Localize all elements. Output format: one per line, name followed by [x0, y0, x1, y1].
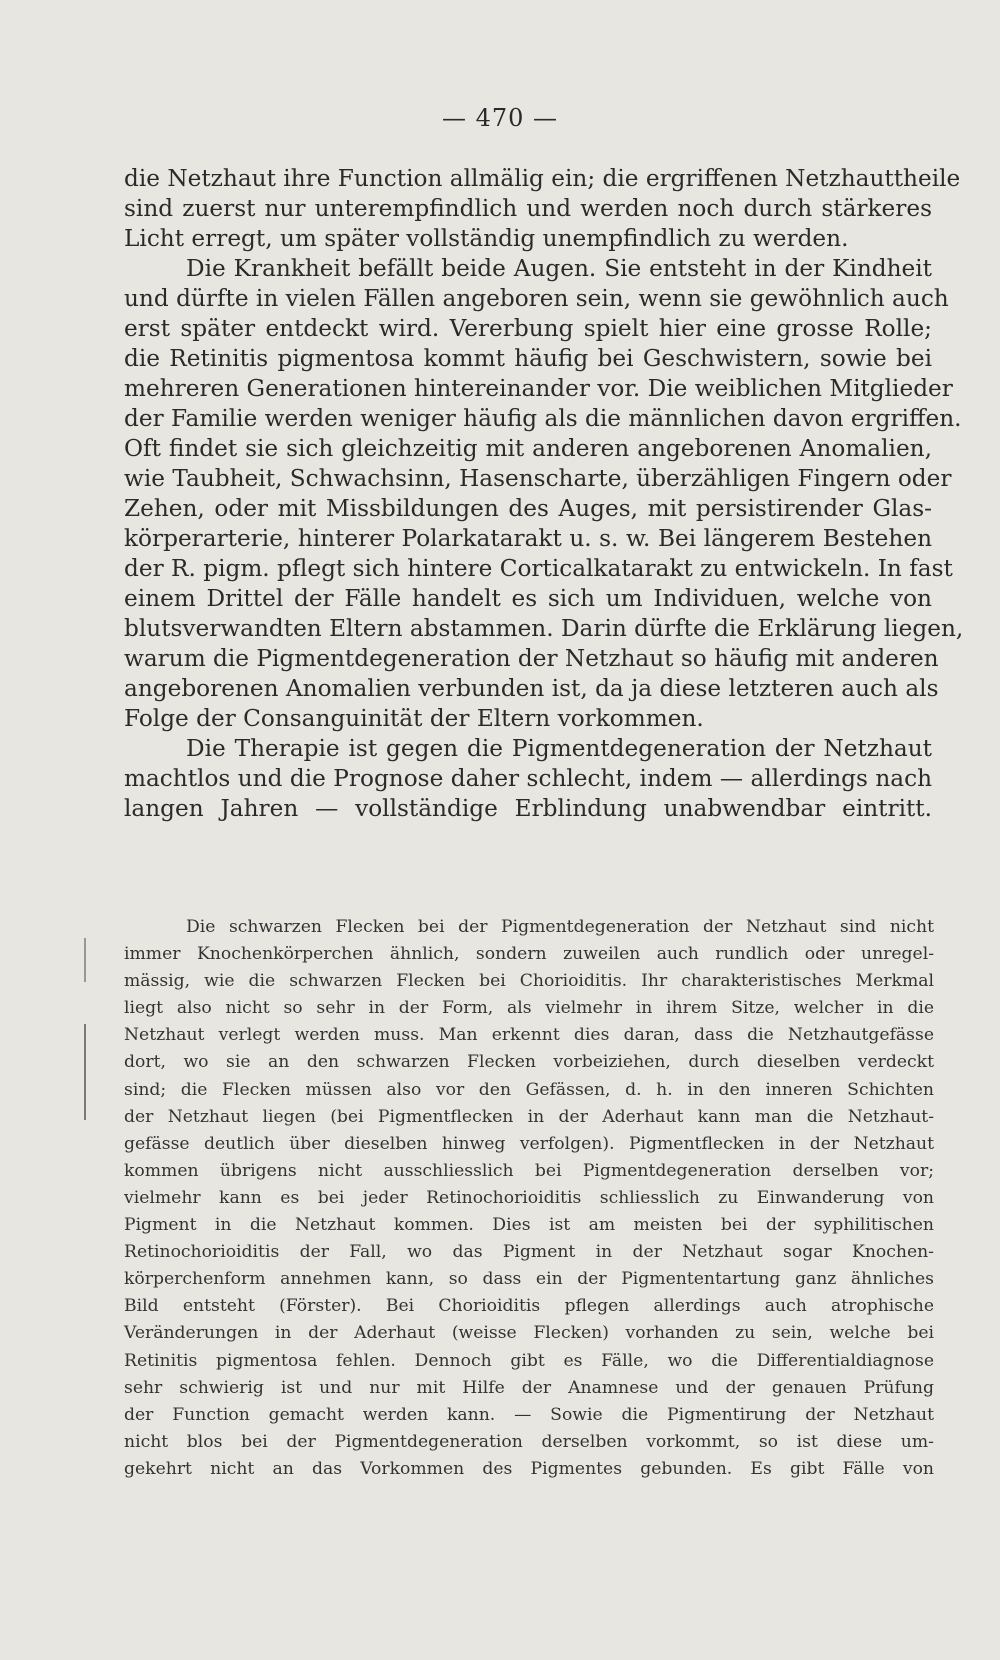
page-number: — 470 —	[441, 104, 559, 132]
note-line: Die schwarzen Flecken bei der Pigmentdegeneration der Netzhaut sind nicht	[186, 917, 934, 937]
text-line: die Netzhaut ihre Function allmälig ein; die ergriffenen Netzhauttheile	[124, 165, 961, 192]
text-line: erst später entdeckt wird. Vererbung spielt hier eine grosse Rolle;	[124, 315, 932, 342]
note-line: der Netzhaut liegen (bei Pigmentflecken in der Aderhaut kann man die Netzhaut-	[124, 1106, 934, 1127]
note-line: Netzhaut verlegt werden muss. Man erkennt dies daran, dass die Netzhautgefässe	[124, 1025, 934, 1046]
text-line: einem Drittel der Fälle handelt es sich um Individuen, welche von	[124, 585, 932, 612]
note-line: Retinitis pigmentosa fehlen. Dennoch gibt es Fälle, wo die Differentialdiagnose	[124, 1350, 934, 1371]
text-line: der R. pigm. pflegt sich hintere Corticalkatarakt zu entwickeln. In fast	[124, 555, 953, 582]
text-line: machtlos und die Prognose daher schlecht, indem — allerdings nach	[124, 765, 932, 792]
text-line: mehreren Generationen hintereinander vor. Die weiblichen Mitglieder	[124, 375, 953, 402]
text-line: Folge der Consanguinität der Eltern vorkommen.	[124, 705, 704, 732]
note-line: sind; die Flecken müssen also vor den Gefässen, d. h. in den inneren Schichten	[124, 1079, 934, 1100]
note-text-block	[124, 914, 934, 1483]
text-line: Oft findet sie sich gleichzeitig mit anderen angeborenen Anomalien,	[124, 435, 932, 462]
text-line: körperarterie, hinterer Polarkatarakt u. s. w. Bei längerem Bestehen	[124, 525, 932, 552]
note-line: sehr schwierig ist und nur mit Hilfe der Anamnese und der genauen Prüfung	[124, 1377, 934, 1398]
note-line: Retinochorioiditis der Fall, wo das Pigment in der Netzhaut sogar Knochen-	[124, 1242, 934, 1263]
text-line: Zehen, oder mit Missbildungen des Auges, mit persistirender Glas-	[124, 495, 932, 522]
note-line: Bild entsteht (Förster). Bei Chorioiditis pflegen allerdings auch atrophische	[124, 1296, 934, 1317]
margin-mark	[84, 938, 86, 982]
note-line: gekehrt nicht an das Vorkommen des Pigmentes gebunden. Es gibt Fälle von	[124, 1458, 934, 1479]
text-line: sind zuerst nur unterempfindlich und werden noch durch stärkeres	[124, 195, 932, 222]
text-line: warum die Pigmentdegeneration der Netzhaut so häufig mit anderen	[124, 645, 939, 672]
text-line: wie Taubheit, Schwachsinn, Hasenscharte, überzähligen Fingern oder	[124, 465, 952, 492]
note-line: gefässe deutlich über dieselben hinweg verfolgen). Pigmentflecken in der Netzhaut	[124, 1133, 934, 1154]
note-line: der Function gemacht werden kann. — Sowie die Pigmentirung der Netzhaut	[124, 1404, 934, 1425]
note-line: vielmehr kann es bei jeder Retinochorioiditis schliesslich zu Einwanderung von	[124, 1187, 934, 1208]
note-line: körperchenform annehmen kann, so dass ein der Pigmententartung ganz ähnliches	[124, 1269, 934, 1290]
text-line: und dürfte in vielen Fällen angeboren sein, wenn sie gewöhnlich auch	[124, 285, 949, 312]
text-line: langen Jahren — vollständige Erblindung unabwendbar eintritt.	[124, 795, 932, 822]
margin-mark	[84, 1024, 86, 1120]
note-line: kommen übrigens nicht ausschliesslich bei Pigmentdegeneration derselben vor;	[124, 1160, 934, 1181]
note-line: immer Knochenkörperchen ähnlich, sondern zuweilen auch rundlich oder unregel-	[124, 944, 934, 965]
note-line: Pigment in die Netzhaut kommen. Dies ist am meisten bei der syphilitischen	[124, 1215, 934, 1236]
text-line: der Familie werden weniger häufig als die männlichen davon ergriffen.	[124, 405, 962, 432]
note-line: nicht blos bei der Pigmentdegeneration derselben vorkommt, so ist diese um-	[124, 1431, 934, 1452]
text-line: Licht erregt, um später vollständig unempfindlich zu werden.	[124, 225, 849, 252]
text-line: blutsverwandten Eltern abstammen. Darin dürfte die Erklärung liegen,	[124, 615, 964, 642]
note-line: mässig, wie die schwarzen Flecken bei Chorioiditis. Ihr charakteristisches Merkmal	[124, 971, 934, 992]
text-line: angeborenen Anomalien verbunden ist, da ja diese letzteren auch als	[124, 675, 939, 702]
note-line: Veränderungen in der Aderhaut (weisse Flecken) vorhanden zu sein, welche bei	[124, 1323, 934, 1344]
text-line: Die Therapie ist gegen die Pigmentdegeneration der Netzhaut	[186, 735, 932, 762]
text-line: Die Krankheit befällt beide Augen. Sie entsteht in der Kindheit	[186, 255, 932, 282]
note-line: dort, wo sie an den schwarzen Flecken vorbeiziehen, durch dieselben verdeckt	[124, 1052, 934, 1073]
text-line: die Retinitis pigmentosa kommt häufig bei Geschwistern, sowie bei	[124, 345, 932, 372]
note-line: liegt also nicht so sehr in der Form, als vielmehr in ihrem Sitze, welcher in die	[124, 998, 934, 1019]
main-text-block	[124, 164, 964, 824]
